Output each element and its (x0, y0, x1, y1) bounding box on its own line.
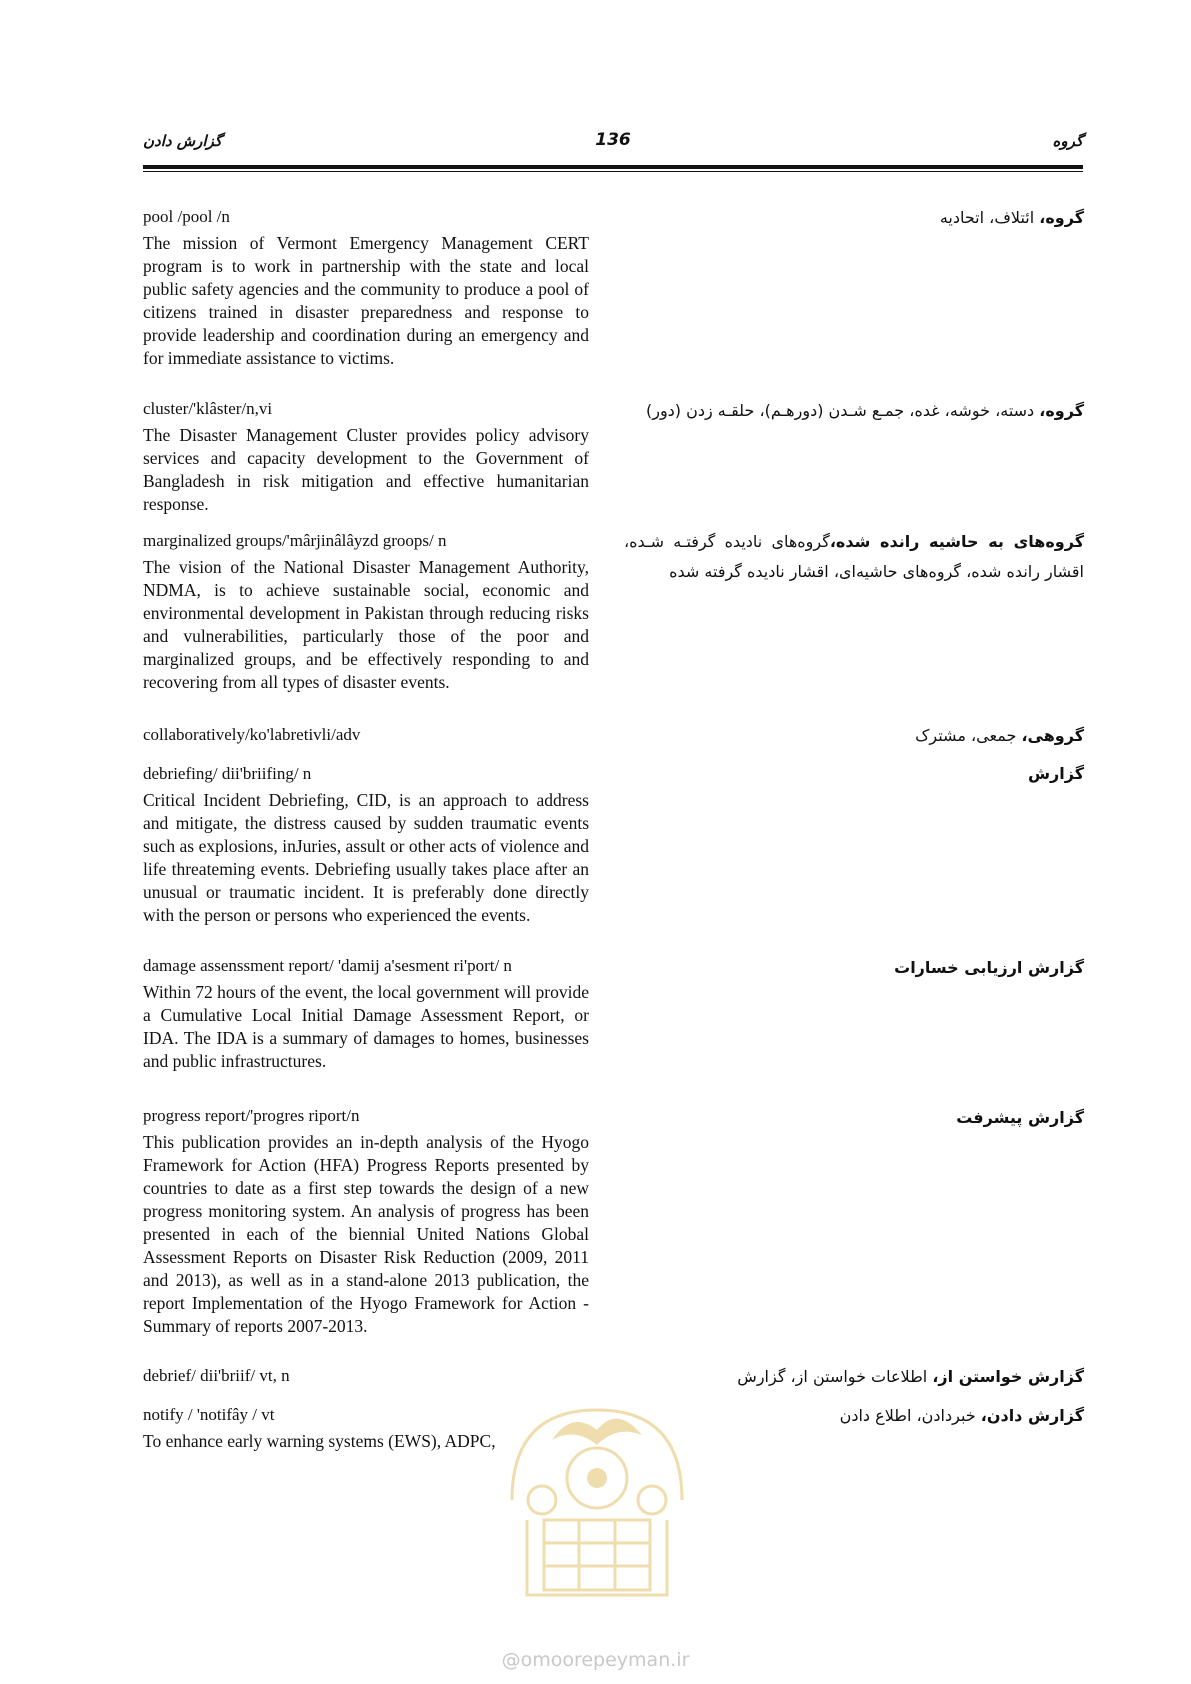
persian-headword: گزارش ارزیابی خسارات (894, 958, 1084, 977)
watermark-url: @omoorepeyman.ir (501, 1649, 690, 1671)
entry-term: collaboratively/ko'labretivli/adv (143, 725, 361, 744)
persian-headword: گزارش پیشرفت (956, 1108, 1084, 1127)
persian-headword: گروه‌های به حاشیه رانده شده، (829, 532, 1085, 551)
entry-term: pool /pool /n (143, 207, 230, 226)
entry-term: debrief/ dii'briif/ vt, n (143, 1366, 290, 1385)
entry-definition: This publication provides an in-depth analysis of the Hyogo Framework for Action (HFA) Progress Reports presented by countries to date as a first step towards the design of a new progress monitoring system. An analysis of progress has been presented in each of the biennial United Nations Global Assessment Reports on Disaster Risk Reduction (2009, 2011 and 2013), as well as in a stand-alone 2013 publication, the report Implementation of the Hyogo Framework for Action - Summary of reports 2007-2013. (143, 1132, 589, 1336)
entry-english (143, 398, 589, 516)
running-header (143, 128, 1083, 164)
entry-english (143, 955, 589, 1073)
entry-definition: To enhance early warning systems (EWS), ADPC, (143, 1431, 496, 1451)
entry-persian (624, 953, 1084, 983)
entry-english (143, 763, 589, 927)
entry-term: marginalized groups/'mârjinâlâyzd groops/ n (143, 531, 447, 550)
persian-headword: گروهی، (1021, 726, 1084, 745)
entry-persian (624, 759, 1084, 789)
entry-english (143, 724, 589, 750)
entry-persian (624, 396, 1084, 426)
persian-gloss: گروه‌های نادیده گرفتـه شـده، اقشار رانده شده، گروه‌های حاشیه‌ای، اقشار نادیده گرفته شده (624, 532, 1084, 581)
entry-persian (624, 203, 1084, 233)
entry-persian (624, 721, 1084, 751)
entry-term: notify / 'notifây / vt (143, 1405, 275, 1424)
header-entry-word: گروه (1052, 132, 1083, 150)
entry-definition: The mission of Vermont Emergency Management CERT program is to work in partnership with the state and local public safety agencies and the community to produce a pool of citizens trained in disaster preparedness and response to provide leadership and coordination during an emergency and for immediate assistance to victims. (143, 233, 589, 368)
entry-persian (624, 527, 1084, 587)
header-rule-thin (143, 171, 1083, 172)
entry-definition: Within 72 hours of the event, the local government will provide a Cumulative Local Initial Damage Assessment Report, or IDA. The IDA is a summary of damages to homes, businesses and public infrastructures. (143, 982, 589, 1071)
page-number: 136 (595, 130, 631, 150)
persian-headword: گروه، (1039, 208, 1084, 227)
publisher-seal-watermark (482, 1380, 712, 1610)
entry-definition: Critical Incident Debriefing, CID, is an approach to address and mitigate, the distress caused by sudden traumatic events such as explosions, inJuries, assult or other acts of violence and life threateming events. Debriefing usually takes place after an unusual or traumatic incident. It is preferably done directly with the person or persons who experienced the events. (143, 790, 589, 925)
persian-headword: گروه، (1039, 401, 1084, 420)
header-rule-thick (143, 165, 1083, 169)
entry-persian (624, 1103, 1084, 1133)
persian-headword: گزارش خواستن از، (932, 1367, 1084, 1386)
persian-gloss: ائتلاف، اتحادیه (939, 208, 1040, 227)
persian-gloss: خبردادن، اطلاع دادن (839, 1406, 981, 1425)
entry-term: progress report/'progres riport/n (143, 1106, 360, 1125)
header-section-title: گزارش دادن (143, 132, 222, 150)
entry-term: damage assenssment report/ 'damij a'sesment ri'port/ n (143, 956, 512, 975)
persian-gloss: اطلاعات خواستن از، گزارش (737, 1367, 933, 1386)
entry-definition: The Disaster Management Cluster provides policy advisory services and capacity development to the Government of Bangladesh in risk mitigation and effective humanitarian response. (143, 425, 589, 514)
persian-headword: گزارش دادن، (980, 1406, 1084, 1425)
persian-headword: گزارش (1027, 764, 1084, 783)
persian-gloss: دسته، خوشه، غده، جمـع شـدن (دورهـم)، حلقـه زدن (دور) (645, 401, 1040, 420)
entry-definition: The vision of the National Disaster Management Authority, NDMA, is to achieve sustainable social, economic and environmental development in Pakistan through reducing risks and vulnerabilities, particularly those of the poor and marginalized groups, and be effectively responding to and recovering from all types of disaster events. (143, 557, 589, 692)
entry-english (143, 206, 589, 370)
entry-english (143, 1105, 589, 1338)
entry-english (143, 530, 589, 694)
entry-term: cluster/'klâster/n,vi (143, 399, 273, 418)
persian-gloss: جمعی، مشترک (915, 726, 1022, 745)
entry-term: debriefing/ dii'briifing/ n (143, 764, 312, 783)
